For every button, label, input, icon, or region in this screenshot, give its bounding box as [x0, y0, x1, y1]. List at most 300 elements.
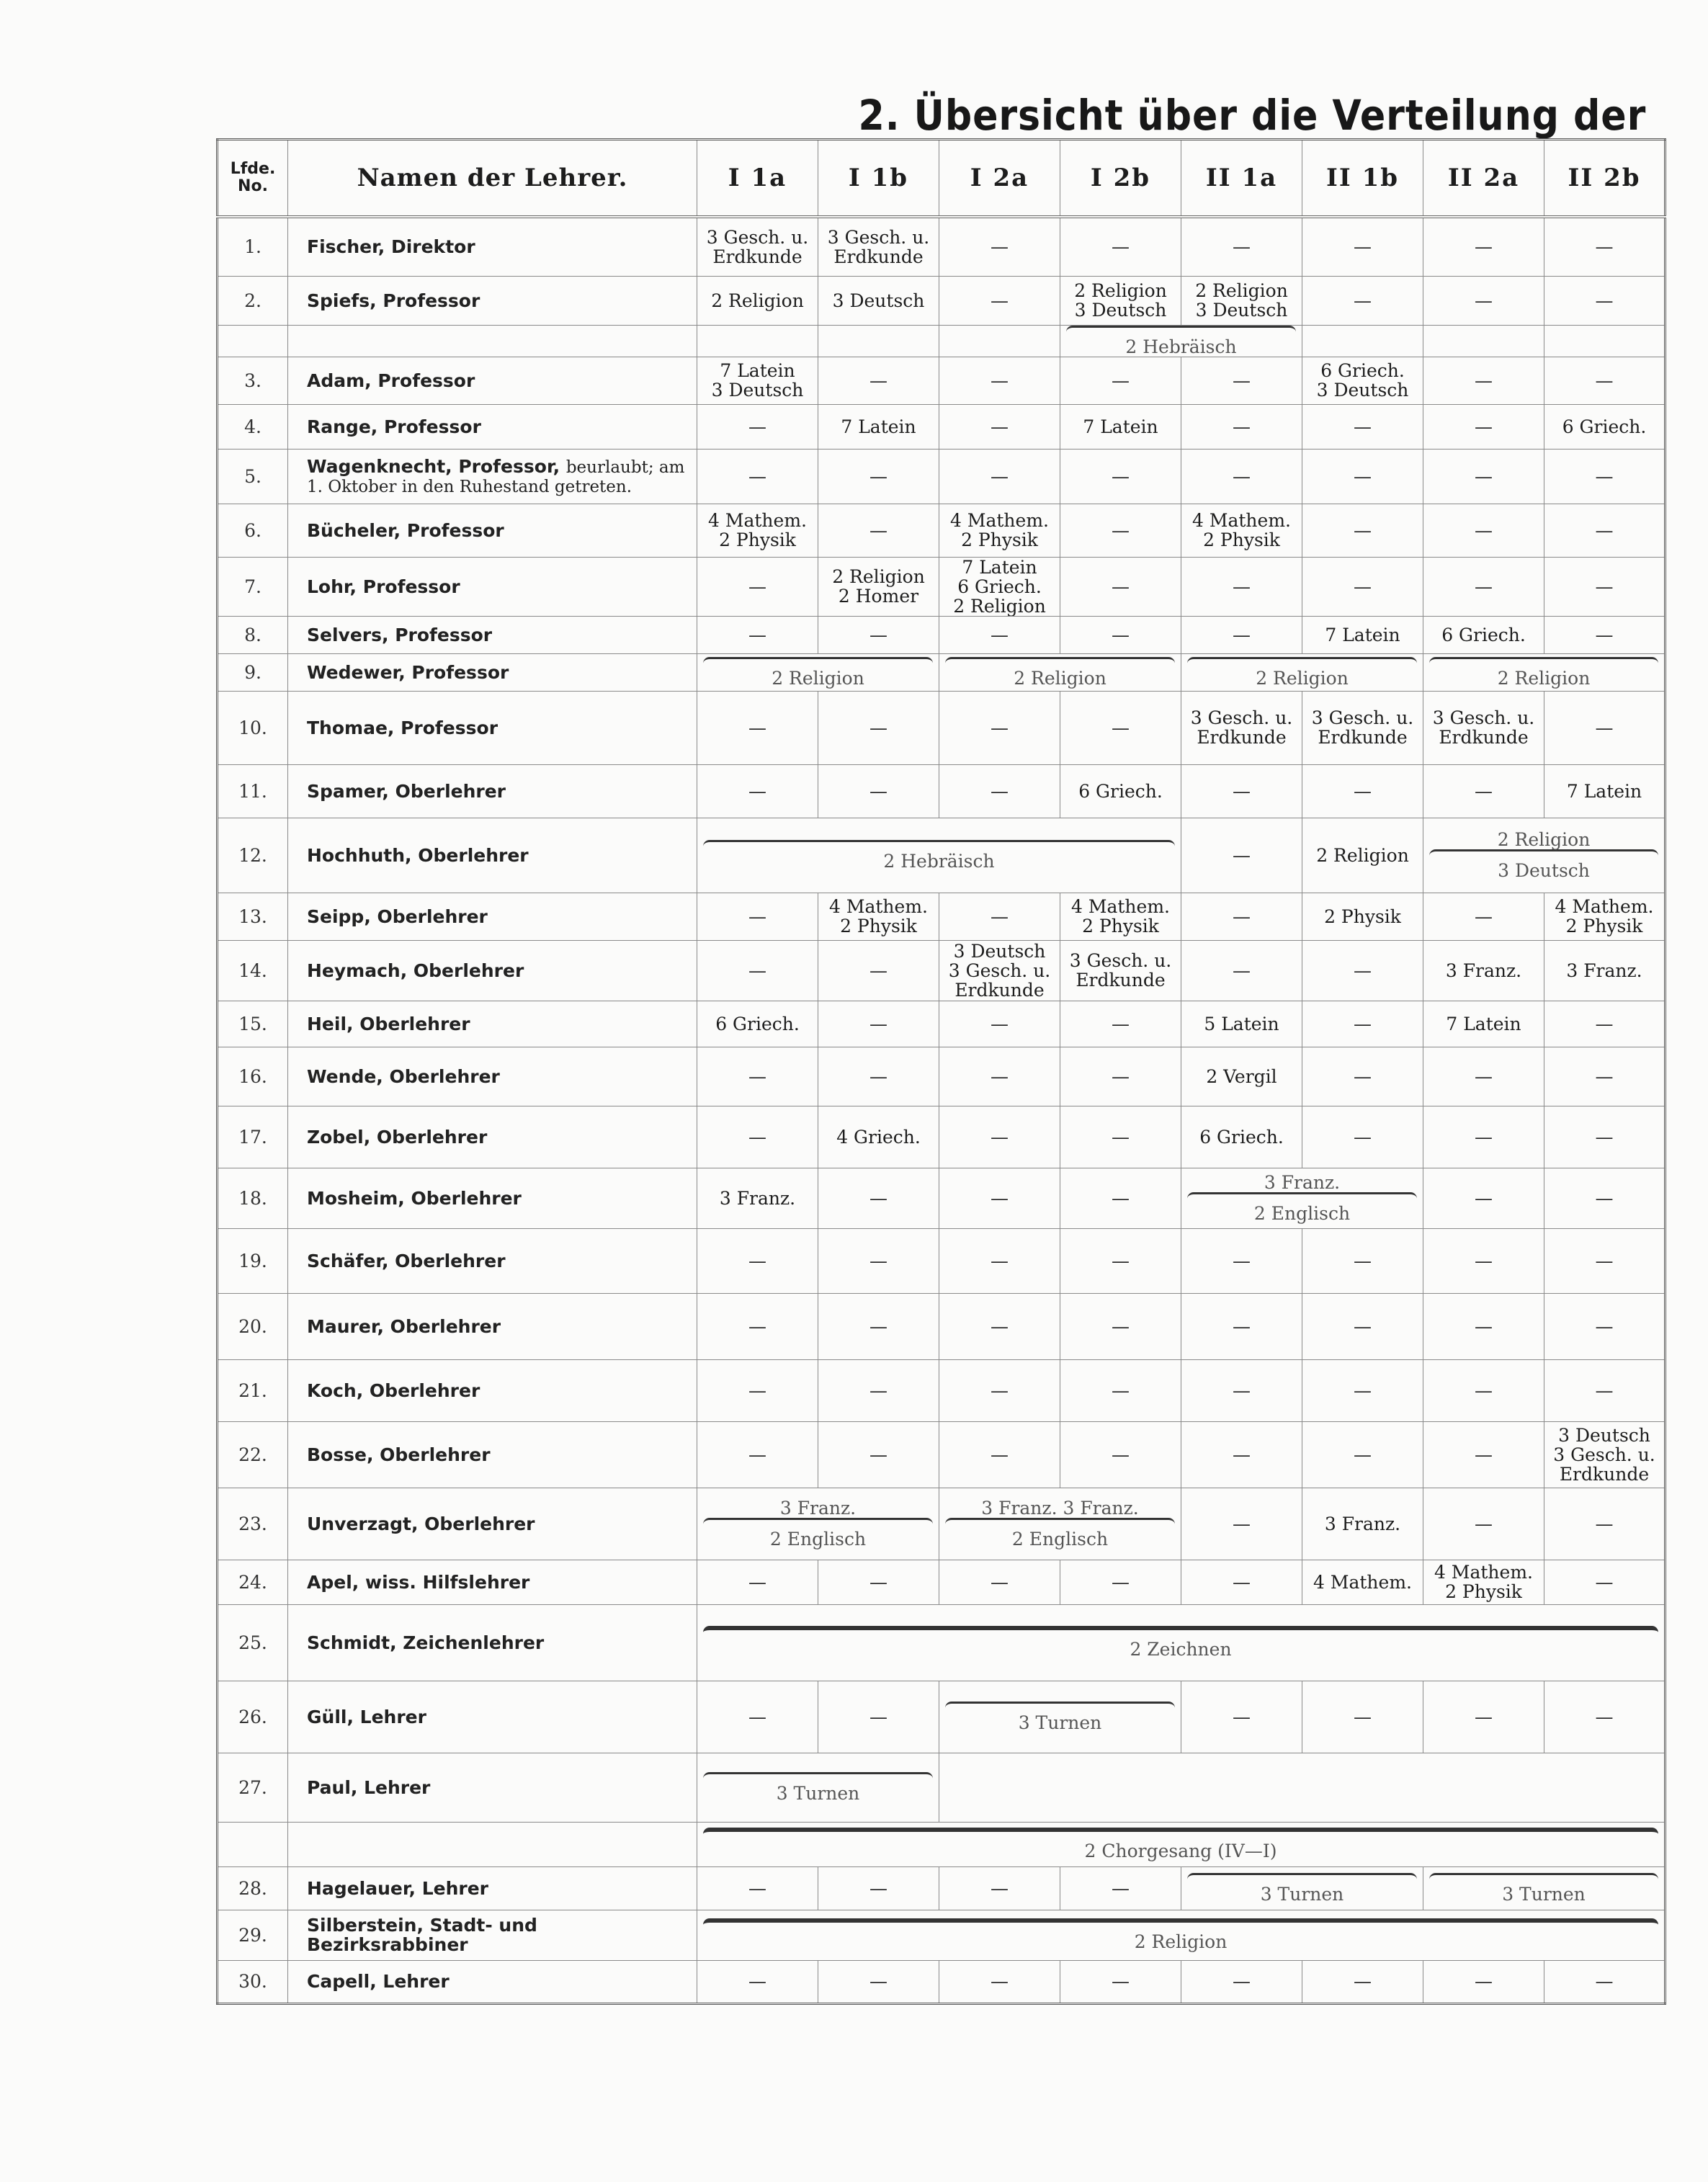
assignment-cell: [1060, 764, 1181, 818]
assignment-text: —: [1233, 416, 1251, 437]
assignment-cell: [818, 325, 939, 357]
assignment-text: —: [991, 906, 1009, 927]
teacher-name: [288, 1421, 697, 1488]
assignment-cell: [1060, 217, 1181, 276]
assignment-cell: [818, 1047, 939, 1106]
assignment-cell: [1181, 818, 1302, 893]
spanning-assignment-cell: [1423, 1866, 1665, 1910]
row-number: 15.: [218, 1001, 288, 1047]
assignment-cell: [697, 276, 818, 325]
assignment-cell: [939, 1866, 1060, 1910]
assignment-text: 2 Religion: [832, 566, 925, 587]
assignment-cell: [697, 616, 818, 653]
teacher-name: [288, 449, 697, 504]
header-row: [218, 140, 1665, 218]
teacher-name: [288, 357, 697, 404]
table-row: [218, 1822, 1665, 1866]
assignment-text: —: [869, 1971, 887, 1992]
assignment-text: —: [869, 624, 887, 645]
assignment-text: —: [1475, 1513, 1493, 1534]
teacher-name-text: Paul, Lehrer: [307, 1776, 431, 1798]
assignment-cell: [939, 504, 1060, 557]
assignment-text: —: [1233, 465, 1251, 487]
assignment-text: —: [1233, 1315, 1251, 1337]
assignment-text: —: [991, 1187, 1009, 1209]
assignment-text: 2 Religion: [711, 290, 804, 311]
teacher-name-text: Hochhuth, Oberlehrer: [307, 844, 529, 866]
assignment-cell: [1181, 1106, 1302, 1168]
assignment-cell: [1302, 818, 1423, 893]
assignment-text: —: [869, 465, 887, 487]
table-row: [218, 404, 1665, 449]
page-title: 2. Übersicht über die Verteilung der: [858, 91, 1646, 140]
assignment-text: —: [748, 1877, 766, 1899]
assignment-cell: [1302, 1293, 1423, 1359]
assignment-cell: [1060, 691, 1181, 764]
assignment-cell: [1060, 276, 1181, 325]
assignment-text: 3 Gesch. u.: [1069, 950, 1172, 971]
assignment-cell: [1423, 691, 1544, 764]
assignment-text: —: [869, 780, 887, 802]
assignment-text: —: [1354, 1126, 1372, 1148]
brace-mark: [1429, 657, 1658, 666]
assignment-cell: [1423, 1421, 1544, 1488]
row-number: 23.: [218, 1488, 288, 1560]
assignment-text: 3 Gesch. u.: [1190, 707, 1293, 728]
assignment-text: —: [1595, 465, 1614, 487]
assignment-cell: [1181, 616, 1302, 653]
assignment-cell: [1423, 1359, 1544, 1421]
assignment-cell: [1181, 1359, 1302, 1421]
assignment-text: 2 Englisch: [1253, 1203, 1351, 1224]
assignment-cell: [697, 1421, 818, 1488]
row-number: 11.: [218, 764, 288, 818]
assignment-cell: [818, 1560, 939, 1604]
brace-mark: [1187, 1873, 1417, 1882]
assignment-text: 3 Gesch. u.: [948, 960, 1051, 981]
assignment-cell: [1181, 557, 1302, 616]
assignment-cell: [1060, 893, 1181, 940]
assignment-text: 3 Franz. 3 Franz.: [981, 1498, 1139, 1519]
assignment-text: 2 Physik: [1565, 916, 1643, 936]
assignment-text: —: [1233, 1444, 1251, 1465]
assignment-cell: [1302, 504, 1423, 557]
table-row: [218, 691, 1665, 764]
assignment-text: —: [869, 1571, 887, 1593]
brace-mark: [703, 1828, 1658, 1838]
assignment-text: —: [1354, 1380, 1372, 1401]
assignment-text: 6 Griech.: [1441, 624, 1526, 645]
assignment-text: —: [991, 1315, 1009, 1337]
assignment-cell: [697, 1001, 818, 1047]
header-lfd-no: Lfde. No.: [218, 140, 288, 218]
assignment-cell: [818, 217, 939, 276]
assignment-cell: [1423, 1106, 1544, 1168]
assignment-cell: [1544, 504, 1665, 557]
assignment-text: —: [991, 624, 1009, 645]
assignment-text: 3 Franz.: [1324, 1513, 1401, 1534]
assignment-text: —: [1354, 1250, 1372, 1271]
row-number: 12.: [218, 818, 288, 893]
assignment-cell: [1544, 357, 1665, 404]
row-number: 8.: [218, 616, 288, 653]
spanning-assignment-cell: [697, 1910, 1665, 1960]
assignment-cell: [1302, 557, 1423, 616]
assignment-text: 6 Griech.: [1320, 360, 1405, 381]
row-number: 21.: [218, 1359, 288, 1421]
table-row: [218, 616, 1665, 653]
assignment-cell: [697, 1168, 818, 1228]
assignment-cell: [1181, 404, 1302, 449]
assignment-text: 6 Griech.: [957, 576, 1042, 597]
brace-mark: [703, 1626, 1658, 1637]
assignment-cell: [1060, 1866, 1181, 1910]
teacher-name-text: Capell, Lehrer: [307, 1971, 450, 1992]
assignment-text: —: [1233, 960, 1251, 981]
assignment-text: 4 Mathem.: [829, 896, 928, 917]
assignment-cell: [1060, 557, 1181, 616]
table-row: [218, 653, 1665, 691]
assignment-cell: [1544, 940, 1665, 1001]
assignment-cell: [1544, 1421, 1665, 1488]
assignment-text: —: [991, 1380, 1009, 1401]
table-row: [218, 276, 1665, 325]
assignment-cell: [818, 1001, 939, 1047]
assignment-cell: [1302, 217, 1423, 276]
assignment-cell: [939, 1047, 1060, 1106]
assignment-cell: [939, 764, 1060, 818]
teacher-name-text: Thomae, Professor: [307, 717, 498, 738]
assignment-text: 2 Physik: [840, 916, 917, 936]
assignment-text: 2 Physik: [719, 529, 796, 550]
assignment-text: 3 Gesch. u.: [1432, 707, 1535, 728]
spanning-assignment-cell: [1423, 818, 1665, 893]
teacher-name: [288, 616, 697, 653]
assignment-cell: [939, 1421, 1060, 1488]
assignment-text: —: [1595, 1250, 1614, 1271]
assignment-cell: [697, 404, 818, 449]
assignment-text: 2 Physik: [1324, 906, 1401, 927]
header-teacher-names: Namen der Lehrer.: [288, 140, 697, 218]
assignment-text: —: [991, 1065, 1009, 1087]
assignment-text: —: [1354, 465, 1372, 487]
row-number: 16.: [218, 1047, 288, 1106]
teacher-name: [288, 893, 697, 940]
assignment-cell: [1181, 1293, 1302, 1359]
assignment-cell: [1060, 1228, 1181, 1293]
spanning-assignment-cell: [939, 1681, 1181, 1753]
assignment-cell: [818, 1359, 939, 1421]
spanning-assignment-cell: [939, 1488, 1181, 1560]
assignment-text: Erdkunde: [1559, 1463, 1650, 1485]
assignment-cell: [697, 764, 818, 818]
assignment-cell: [697, 449, 818, 504]
row-number: 25.: [218, 1604, 288, 1681]
assignment-text: 2 Physik: [1082, 916, 1159, 936]
assignment-cell: [1302, 1359, 1423, 1421]
row-number: 26.: [218, 1681, 288, 1753]
assignment-text: —: [991, 1571, 1009, 1593]
table-row: [218, 818, 1665, 893]
assignment-text: —: [748, 906, 766, 927]
assignment-text: —: [748, 576, 766, 597]
assignment-cell: [818, 1960, 939, 2003]
teacher-name-text: Seipp, Oberlehrer: [307, 906, 488, 927]
teacher-name-text: Fischer, Direktor: [307, 236, 475, 258]
assignment-text: —: [1112, 576, 1130, 597]
table-row: [218, 940, 1665, 1001]
assignment-cell: [1181, 1047, 1302, 1106]
assignment-cell: [1302, 764, 1423, 818]
table-row: [218, 1488, 1665, 1560]
assignment-text: —: [748, 1065, 766, 1087]
assignment-cell: [1181, 691, 1302, 764]
assignment-cell: [1302, 1488, 1423, 1560]
header-class-1: I 1a: [697, 140, 818, 218]
assignment-text: —: [748, 1126, 766, 1148]
row-number: 3.: [218, 357, 288, 404]
row-number: 20.: [218, 1293, 288, 1359]
assignment-text: —: [748, 960, 766, 981]
row-number: 19.: [218, 1228, 288, 1293]
assignment-text: —: [1595, 1571, 1614, 1593]
assignment-text: —: [1475, 1444, 1493, 1465]
brace-mark: [1187, 657, 1417, 666]
row-number: 1.: [218, 217, 288, 276]
assignment-text: 7 Latein: [720, 360, 795, 381]
teacher-name-text: Silberstein, Stadt- und Bezirksrabbiner: [307, 1915, 537, 1955]
assignment-text: —: [1233, 780, 1251, 802]
assignment-text: —: [1233, 1513, 1251, 1534]
assignment-text: 3 Gesch. u.: [706, 226, 809, 248]
assignment-text: 2 Religion: [1195, 280, 1288, 301]
table-row: [218, 557, 1665, 616]
assignment-cell: [697, 1047, 818, 1106]
assignment-text: 2 Religion: [1074, 280, 1167, 301]
teacher-name-text: Lohr, Professor: [307, 576, 460, 597]
assignment-text: 3 Turnen: [776, 1782, 860, 1804]
assignment-text: —: [1354, 576, 1372, 597]
assignment-cell: [939, 616, 1060, 653]
assignment-text: 2 Religion: [953, 595, 1046, 616]
assignment-cell: [818, 276, 939, 325]
row-number: 29.: [218, 1910, 288, 1960]
assignment-cell: [818, 940, 939, 1001]
assignment-text: 3 Turnen: [1502, 1883, 1586, 1905]
assignment-cell: [1423, 1681, 1544, 1753]
assignment-text: —: [1354, 780, 1372, 802]
teacher-name-text: Heymach, Oberlehrer: [307, 960, 524, 981]
assignment-text: —: [991, 1126, 1009, 1148]
assignment-text: —: [1475, 906, 1493, 927]
assignment-cell: [1060, 1001, 1181, 1047]
assignment-text: 3 Deutsch: [953, 940, 1046, 962]
assignment-text: —: [991, 1250, 1009, 1271]
assignment-text: —: [869, 960, 887, 981]
assignment-cell: [1423, 557, 1544, 616]
teacher-name-text: Heil, Oberlehrer: [307, 1013, 470, 1034]
spanning-assignment-cell: [697, 818, 1181, 893]
assignment-cell: [1544, 616, 1665, 653]
assignment-cell: [939, 1001, 1060, 1047]
header-class-8: II 2b: [1544, 140, 1665, 218]
assignment-text: 3 Deutsch: [1195, 300, 1288, 321]
assignment-text: —: [1354, 416, 1372, 437]
assignment-text: —: [991, 717, 1009, 738]
header-class-3: I 2a: [939, 140, 1060, 218]
teacher-name: [288, 557, 697, 616]
assignment-cell: [818, 1168, 939, 1228]
assignment-cell: [939, 1228, 1060, 1293]
table-row: [218, 1681, 1665, 1753]
assignment-cell: [1423, 616, 1544, 653]
assignment-cell: [1544, 1293, 1665, 1359]
assignment-text: —: [748, 717, 766, 738]
assignment-text: —: [1475, 1250, 1493, 1271]
teacher-name: [288, 818, 697, 893]
assignment-text: —: [748, 1380, 766, 1401]
assignment-cell: [1302, 893, 1423, 940]
teacher-name-text: Spiefs, Professor: [307, 290, 480, 311]
assignment-text: 3 Deutsch: [1316, 380, 1409, 401]
assignment-cell: [1544, 764, 1665, 818]
assignment-cell: [1302, 616, 1423, 653]
assignment-text: —: [869, 1187, 887, 1209]
assignment-cell: [1060, 1168, 1181, 1228]
assignment-cell: [1060, 1293, 1181, 1359]
assignment-text: —: [991, 416, 1009, 437]
assignment-cell: [1302, 691, 1423, 764]
table-row: [218, 1293, 1665, 1359]
assignment-text: —: [991, 236, 1009, 258]
assignment-cell: [1302, 1228, 1423, 1293]
assignment-text: —: [748, 1571, 766, 1593]
assignment-text: —: [1595, 1706, 1614, 1727]
assignment-cell: [697, 1228, 818, 1293]
row-number: 18.: [218, 1168, 288, 1228]
assignment-text: Erdkunde: [954, 979, 1045, 1001]
assignment-text: 7 Latein: [1325, 624, 1400, 645]
row-number: 24.: [218, 1560, 288, 1604]
teacher-name-text: Wende, Oberlehrer: [307, 1065, 500, 1087]
assignment-cell: [818, 691, 939, 764]
teacher-name-text: Zobel, Oberlehrer: [307, 1126, 488, 1148]
assignment-cell: [818, 1866, 939, 1910]
row-number: 28.: [218, 1866, 288, 1910]
assignment-text: 4 Mathem.: [1434, 1562, 1533, 1583]
assignment-cell: [939, 404, 1060, 449]
brace-mark: [1066, 326, 1296, 334]
assignment-cell: [1544, 1560, 1665, 1604]
assignment-cell: [818, 1106, 939, 1168]
assignment-text: —: [1595, 624, 1614, 645]
assignment-text: —: [991, 1971, 1009, 1992]
assignment-cell: [1423, 1001, 1544, 1047]
assignment-cell: [1544, 1228, 1665, 1293]
assignment-cell: [1181, 449, 1302, 504]
assignment-cell: [1060, 1560, 1181, 1604]
assignment-cell: [1302, 1560, 1423, 1604]
assignment-text: —: [1595, 1013, 1614, 1034]
assignment-cell: [1181, 276, 1302, 325]
teacher-name-text: Selvers, Professor: [307, 624, 493, 645]
teacher-name: [288, 1001, 697, 1047]
assignment-text: Erdkunde: [1197, 727, 1287, 748]
assignment-cell: [939, 357, 1060, 404]
assignment-text: —: [1475, 1187, 1493, 1209]
table-row: [218, 1228, 1665, 1293]
assignment-cell: [1181, 357, 1302, 404]
assignment-cell: [818, 764, 939, 818]
teacher-name: [288, 764, 697, 818]
assignment-cell: [1181, 1960, 1302, 2003]
table-row: [218, 893, 1665, 940]
assignment-text: —: [869, 519, 887, 541]
assignment-cell: [818, 449, 939, 504]
teacher-name: [288, 404, 697, 449]
assignment-text: —: [1475, 1065, 1493, 1087]
assignment-text: 3 Gesch. u.: [1553, 1444, 1655, 1465]
assignment-cell: [1423, 1293, 1544, 1359]
teacher-name-text: Bosse, Oberlehrer: [307, 1444, 491, 1465]
assignment-text: Erdkunde: [1439, 727, 1529, 748]
assignment-text: —: [1112, 1315, 1130, 1337]
assignment-cell: [939, 691, 1060, 764]
assignment-cell: [697, 691, 818, 764]
assignment-cell: [1423, 1488, 1544, 1560]
assignment-text: —: [1233, 906, 1251, 927]
assignment-cell: [1423, 893, 1544, 940]
assignment-text: —: [748, 1315, 766, 1337]
assignment-text: 6 Griech.: [1562, 416, 1647, 437]
assignment-cell: [697, 357, 818, 404]
assignment-text: —: [1112, 1250, 1130, 1271]
row-number: [218, 325, 288, 357]
assignment-cell: [697, 940, 818, 1001]
assignment-text: 2 Physik: [1445, 1581, 1522, 1602]
brace-mark: [945, 1518, 1175, 1526]
assignment-text: 3 Franz.: [719, 1187, 796, 1209]
assignment-cell: [1423, 1560, 1544, 1604]
assignment-text: —: [748, 416, 766, 437]
row-number: 27.: [218, 1753, 288, 1822]
assignment-text: 2 Englisch: [769, 1529, 867, 1550]
teacher-name: [288, 940, 697, 1001]
assignment-text: 3 Gesch. u.: [1311, 707, 1414, 728]
teacher-name: [288, 504, 697, 557]
assignment-text: 2 Hebräisch: [1125, 336, 1237, 357]
assignment-text: —: [991, 1877, 1009, 1899]
table-row: [218, 325, 1665, 357]
assignment-text: —: [1595, 290, 1614, 311]
teacher-distribution-table: [216, 138, 1666, 2005]
assignment-text: 4 Mathem.: [950, 510, 1049, 531]
assignment-cell: [818, 893, 939, 940]
teacher-name: [288, 1560, 697, 1604]
row-number: 6.: [218, 504, 288, 557]
teacher-name: [288, 1822, 697, 1866]
spanning-assignment-cell: [1181, 1866, 1423, 1910]
teacher-name: [288, 1753, 697, 1822]
assignment-cell: [1423, 940, 1544, 1001]
assignment-text: —: [1233, 370, 1251, 391]
assignment-text: —: [748, 1706, 766, 1727]
assignment-text: —: [748, 624, 766, 645]
assignment-cell: [1544, 276, 1665, 325]
teacher-name-text: Bücheler, Professor: [307, 519, 504, 541]
assignment-text: 2 Religion: [1014, 667, 1106, 689]
assignment-text: —: [1354, 1065, 1372, 1087]
